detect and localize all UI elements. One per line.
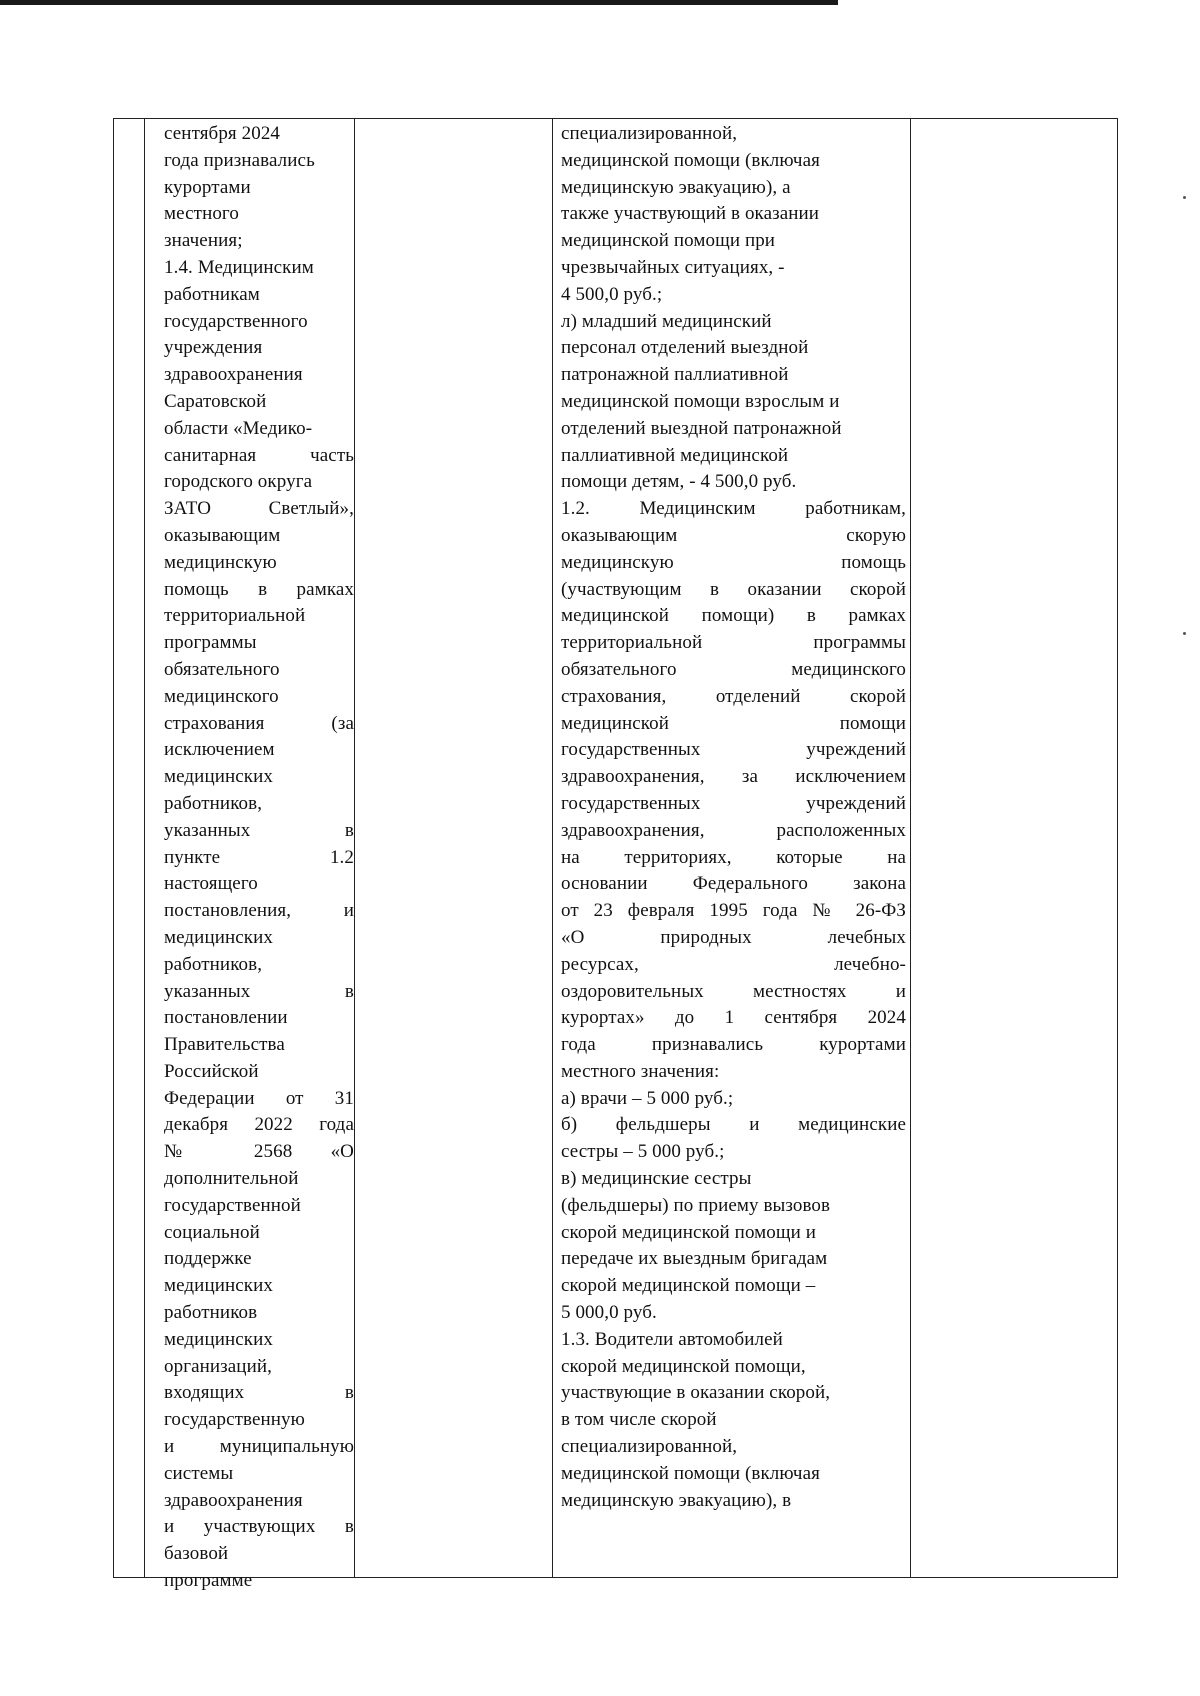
text-line: медицинских	[164, 766, 273, 788]
text-line: обязательного медицинского	[561, 658, 906, 680]
text-line: 5 000,0 руб.	[561, 1302, 657, 1324]
text-line: государственного	[164, 310, 308, 332]
text-line: государственных учреждений	[561, 739, 906, 761]
text-line: входящих в	[164, 1382, 354, 1404]
text-line: оказывающим скорую	[561, 524, 906, 546]
text-line: специализированной,	[561, 123, 738, 144]
text-line: и участвующих в	[164, 1516, 354, 1538]
text-line: городского округа	[164, 471, 313, 493]
text-line: страхования (за	[164, 712, 354, 734]
text-line: медицинской помощи (включая	[561, 1462, 820, 1484]
text-line: в том числе скорой	[561, 1409, 717, 1431]
text-line: здравоохранения, за исключением	[561, 766, 906, 788]
text-line: патронажной паллиативной	[561, 364, 789, 386]
text-line: 1.4. Медицинским	[164, 256, 314, 278]
text-line: Саратовской	[164, 390, 267, 412]
text-line: медицинских	[164, 1275, 273, 1297]
text-line: скорой медицинской помощи,	[561, 1355, 806, 1377]
text-line: паллиативной медицинской	[561, 444, 789, 466]
text-line: медицинской помощи (включая	[561, 149, 820, 171]
text-line: обязательного	[164, 658, 280, 680]
text-line: государственных учреждений	[561, 792, 906, 814]
text-line: указанных в	[164, 980, 354, 1002]
text-line: здравоохранения, расположенных	[561, 819, 906, 841]
text-line: на территориях, которые на	[561, 846, 906, 868]
text-line: отделений выездной патронажной	[561, 417, 842, 439]
column-divider-1	[144, 119, 145, 1577]
column-divider-3	[552, 119, 553, 1577]
text-line: передаче их выездным бригадам	[561, 1248, 828, 1270]
text-line: территориальной программы	[561, 632, 906, 654]
scan-top-edge	[0, 0, 838, 5]
text-line: работников,	[164, 953, 263, 975]
text-line: учреждения	[164, 337, 263, 359]
document-table	[113, 118, 1118, 1592]
text-line: работникам	[164, 283, 260, 305]
scan-speck	[1183, 632, 1186, 635]
text-line: медицинскую эвакуацию), в	[561, 1489, 792, 1511]
text-line: «О природных лечебных	[561, 926, 906, 948]
text-line: года признавались курортами	[561, 1034, 906, 1056]
text-line: и муниципальную	[164, 1436, 354, 1458]
text-line: значения;	[164, 230, 243, 252]
text-line: местного	[164, 203, 239, 225]
text-line: Федерации от 31	[164, 1087, 354, 1109]
text-line: медицинского	[164, 685, 279, 707]
text-line: 1.2. Медицинским работникам,	[561, 498, 906, 520]
text-line: медицинских	[164, 926, 273, 948]
text-line: от 23 февраля 1995 года № 26-ФЗ	[561, 900, 906, 922]
text-line: работников,	[164, 792, 263, 814]
text-line: 4 500,0 руб.;	[561, 283, 663, 305]
text-line: медицинскую помощь	[561, 551, 906, 573]
text-line: страхования, отделений скорой	[561, 685, 906, 707]
text-line: участвующие в оказании скорой,	[561, 1382, 831, 1404]
text-line: социальной	[164, 1221, 260, 1243]
text-line: исключением	[164, 739, 275, 761]
text-line: (фельдшеры) по приему вызовов	[561, 1194, 831, 1216]
text-line: а) врачи – 5 000 руб.;	[561, 1087, 734, 1109]
text-line: настоящего	[164, 873, 258, 895]
text-line: дополнительной	[164, 1168, 299, 1190]
text-line: медицинскую эвакуацию), а	[561, 176, 791, 198]
text-line: персонал отделений выездной	[561, 337, 809, 359]
text-line: оздоровительных местностях и	[561, 980, 906, 1002]
text-line: постановления, и	[164, 900, 354, 922]
text-line: специализированной,	[561, 1436, 738, 1458]
scan-speck	[1183, 196, 1186, 199]
text-line: декабря 2022 года	[164, 1114, 354, 1136]
right-text-column	[561, 121, 906, 1514]
text-line: курортами	[164, 176, 251, 198]
text-line: Российской	[164, 1060, 259, 1082]
text-line: постановлении	[164, 1007, 288, 1029]
left-text-column	[164, 121, 354, 1595]
text-line: б) фельдшеры и медицинские	[561, 1114, 906, 1136]
text-line: скорой медицинской помощи –	[561, 1275, 816, 1297]
text-line: помощи детям, - 4 500,0 руб.	[561, 471, 797, 493]
text-line: системы	[164, 1462, 234, 1484]
text-line: медицинских	[164, 1328, 273, 1350]
text-line: года признавались	[164, 149, 315, 171]
text-line: 1.3. Водители автомобилей	[561, 1328, 783, 1350]
text-line: медицинской помощи) в рамках	[561, 605, 906, 627]
text-line: государственной	[164, 1194, 301, 1216]
text-line: базовой	[164, 1543, 229, 1565]
text-line: медицинской помощи взрослым и	[561, 390, 840, 412]
text-line: санитарная часть	[164, 444, 354, 466]
text-line: скорой медицинской помощи и	[561, 1221, 817, 1243]
text-line: ресурсах, лечебно-	[561, 953, 906, 975]
text-line: оказывающим	[164, 524, 281, 546]
text-line: основании Федерального закона	[561, 873, 906, 895]
text-line: медицинской помощи	[561, 712, 906, 734]
text-line: территориальной	[164, 605, 306, 627]
text-line: сестры – 5 000 руб.;	[561, 1141, 725, 1163]
text-line: поддержке	[164, 1248, 252, 1270]
text-line: ЗАТО Светлый»,	[164, 498, 354, 520]
text-line: пункте 1.2	[164, 846, 354, 868]
text-line: медицинскую	[164, 551, 277, 573]
text-line: указанных в	[164, 819, 354, 841]
text-line: государственную	[164, 1409, 305, 1431]
text-line: программе	[164, 1570, 253, 1592]
text-line: здравоохранения	[164, 364, 303, 386]
column-divider-2	[354, 119, 355, 1577]
column-divider-4	[910, 119, 911, 1577]
text-line: чрезвычайных ситуациях, -	[561, 256, 785, 278]
text-line: медицинской помощи при	[561, 230, 776, 252]
text-line: Правительства	[164, 1034, 285, 1056]
text-line: области «Медико-	[164, 417, 313, 439]
text-line: л) младший медицинский	[561, 310, 772, 332]
text-line: помощь в рамках	[164, 578, 354, 600]
text-line: программы	[164, 632, 257, 654]
text-line: местного значения:	[561, 1060, 720, 1082]
text-line: курортах» до 1 сентября 2024	[561, 1007, 906, 1029]
text-line: работников	[164, 1302, 258, 1324]
text-line: (участвующим в оказании скорой	[561, 578, 906, 600]
text-line: организаций,	[164, 1355, 272, 1377]
text-line: здравоохранения	[164, 1489, 303, 1511]
text-line: № 2568 «О	[164, 1141, 354, 1163]
text-line: сентября 2024	[164, 123, 281, 144]
text-line: в) медицинские сестры	[561, 1168, 752, 1190]
text-line: также участвующий в оказании	[561, 203, 820, 225]
